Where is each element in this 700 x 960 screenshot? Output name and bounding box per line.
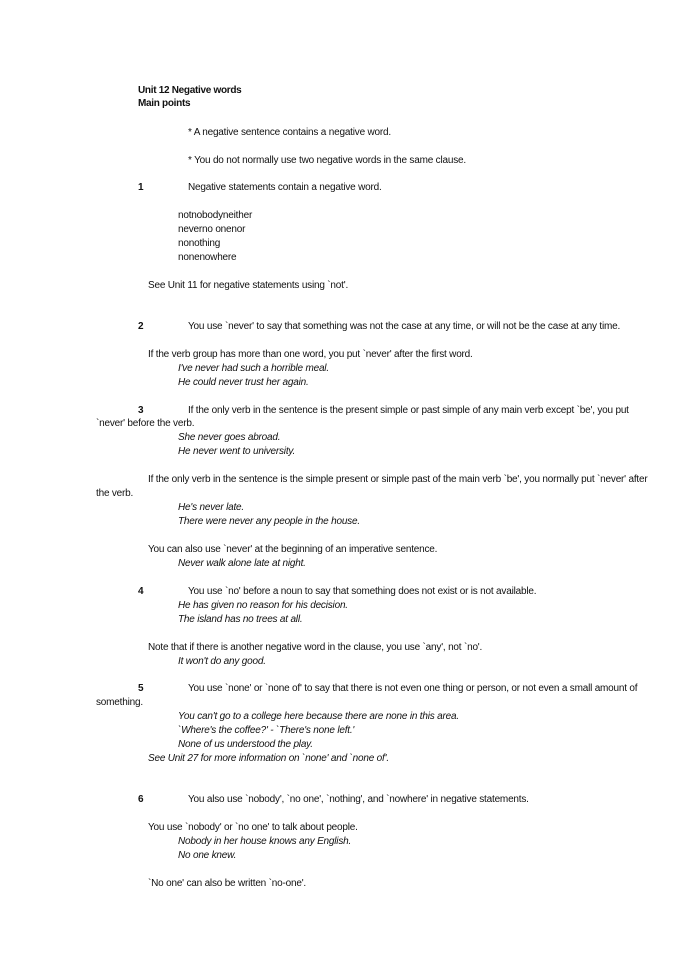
example-sentence: He never went to university.: [178, 446, 296, 457]
rule-text: If the verb group has more than one word, you put `never' after the first word.: [148, 349, 473, 360]
example-sentence: None of us understood the play.: [178, 739, 313, 750]
rule-text: You use `nobody' or `no one' to talk about people.: [148, 822, 358, 833]
note-text: `No one' can also be written `no-one'.: [148, 878, 306, 889]
cross-reference-note: See Unit 11 for negative statements using `not'.: [148, 280, 349, 291]
section-heading: You use `never' to say that something was not the case at any time, or will not be the case at any time.: [188, 321, 621, 332]
section-number: 1: [138, 182, 144, 193]
example-sentence: The island has no trees at all.: [178, 614, 303, 625]
example-sentence: I've never had such a horrible meal.: [178, 363, 329, 374]
example-sentence: He could never trust her again.: [178, 377, 309, 388]
section-number: 6: [138, 794, 144, 805]
section-heading-continued: `never' before the verb.: [96, 418, 195, 429]
main-point: * A negative sentence contains a negative word.: [188, 127, 391, 138]
example-sentence: You can't go to a college here because there are none in this area.: [178, 711, 459, 722]
word-row: notnobodyneither: [178, 210, 253, 221]
main-points-heading: Main points: [138, 98, 191, 109]
note-text: Note that if there is another negative word in the clause, you use `any', not `no'.: [148, 642, 483, 653]
example-sentence: He has given no reason for his decision.: [178, 600, 348, 611]
example-sentence: It won't do any good.: [178, 656, 266, 667]
section-heading: If the only verb in the sentence is the present simple or past simple of any main verb except `be', you put: [188, 405, 629, 416]
rule-text-continued: the verb.: [96, 488, 134, 499]
main-point: * You do not normally use two negative words in the same clause.: [188, 155, 466, 166]
section-number: 2: [138, 321, 144, 332]
section-heading: You also use `nobody', `no one', `nothing', and `nowhere' in negative statements.: [188, 794, 529, 805]
section-heading: You use `no' before a noun to say that something does not exist or is not available.: [188, 586, 537, 597]
section-heading: You use `none' or `none of' to say that there is not even one thing or person, or not even a small amount of: [188, 683, 638, 694]
example-sentence: `Where's the coffee?' - `There's none left.': [178, 725, 355, 736]
rule-text: You can also use `never' at the beginning of an imperative sentence.: [148, 544, 438, 555]
unit-title: Unit 12 Negative words: [138, 85, 242, 96]
example-sentence: Never walk alone late at night.: [178, 558, 306, 569]
word-row: nonenowhere: [178, 252, 237, 263]
word-row: neverno onenor: [178, 224, 246, 235]
section-number: 4: [138, 586, 144, 597]
example-sentence: She never goes abroad.: [178, 432, 281, 443]
example-sentence: Nobody in her house knows any English.: [178, 836, 352, 847]
example-sentence: He's never late.: [178, 502, 244, 513]
section-heading: Negative statements contain a negative word.: [188, 182, 382, 193]
word-row: nonothing: [178, 238, 221, 249]
example-sentence: There were never any people in the house.: [178, 516, 360, 527]
section-number: 3: [138, 405, 144, 416]
section-heading-continued: something.: [96, 697, 143, 708]
example-sentence: No one knew.: [178, 850, 237, 861]
section-number: 5: [138, 683, 144, 694]
rule-text: If the only verb in the sentence is the simple present or simple past of the main verb `be', you normally put `never' after: [148, 474, 648, 485]
cross-reference-note: See Unit 27 for more information on `none' and `none of'.: [148, 753, 389, 764]
